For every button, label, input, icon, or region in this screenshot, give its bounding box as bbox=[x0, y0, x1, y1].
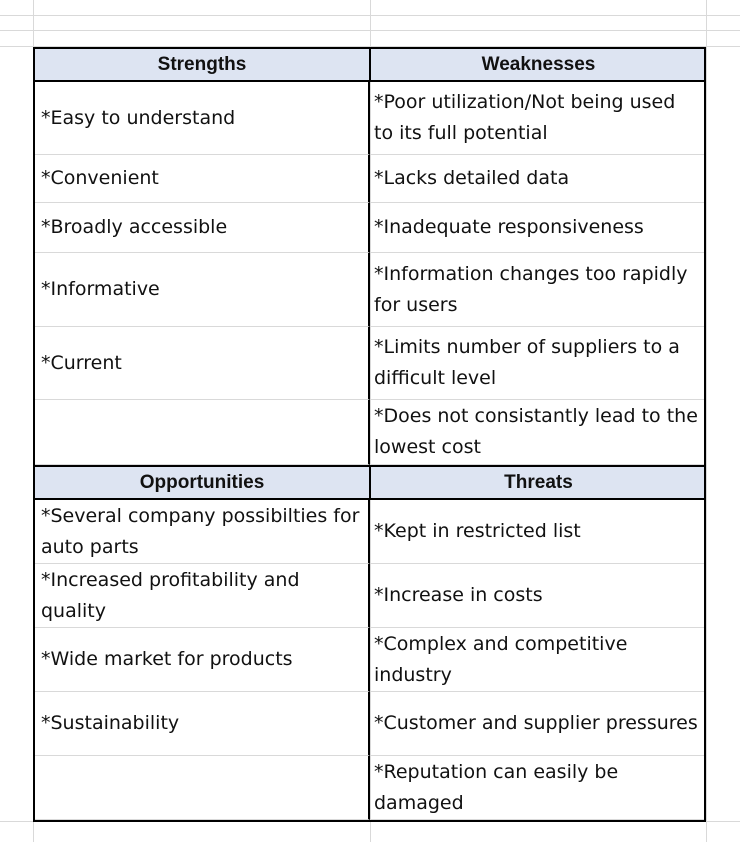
swot-top-section bbox=[35, 49, 704, 465]
strength-cell[interactable]: *Informative bbox=[35, 253, 370, 327]
table-row bbox=[35, 327, 704, 400]
weakness-cell[interactable]: *Inadequate responsiveness bbox=[370, 203, 704, 253]
weakness-cell[interactable]: *Poor utilization/Not being used to its full potential bbox=[370, 82, 704, 155]
table-row bbox=[35, 253, 704, 327]
header-row bbox=[35, 49, 704, 82]
table-row bbox=[35, 203, 704, 253]
table-row bbox=[35, 155, 704, 203]
strengths-header[interactable]: Strengths bbox=[35, 49, 371, 80]
header-row bbox=[35, 467, 704, 500]
table-row bbox=[35, 500, 704, 564]
weakness-cell[interactable]: *Limits number of suppliers to a difficult level bbox=[370, 327, 704, 400]
weaknesses-header[interactable]: Weaknesses bbox=[481, 53, 596, 75]
opportunity-cell[interactable]: *Wide market for products bbox=[35, 628, 370, 692]
threat-cell[interactable]: *Reputation can easily be damaged bbox=[370, 756, 704, 820]
weakness-cell[interactable]: *Lacks detailed data bbox=[370, 155, 704, 203]
threats-header[interactable]: Threats bbox=[504, 471, 573, 493]
opportunity-cell[interactable]: *Several company possibilties for auto parts bbox=[35, 500, 370, 564]
sheet-gridline bbox=[706, 0, 707, 842]
table-row bbox=[35, 628, 704, 692]
threat-cell[interactable]: *Increase in costs bbox=[370, 564, 704, 628]
table-row bbox=[35, 692, 704, 756]
strength-cell[interactable]: *Easy to understand bbox=[35, 82, 370, 155]
table-row bbox=[35, 400, 704, 465]
strength-cell[interactable]: *Broadly accessible bbox=[35, 203, 370, 253]
strength-cell[interactable]: *Current bbox=[35, 327, 370, 400]
threat-cell[interactable]: *Customer and supplier pressures bbox=[370, 692, 704, 756]
weakness-cell[interactable]: *Information changes too rapidly for users bbox=[370, 253, 704, 327]
threat-cell[interactable]: *Complex and competitive industry bbox=[370, 628, 704, 692]
strength-cell[interactable]: *Convenient bbox=[35, 155, 370, 203]
opportunities-header[interactable]: Opportunities bbox=[35, 467, 371, 498]
table-row bbox=[35, 564, 704, 628]
opportunity-cell[interactable]: *Increased profitability and quality bbox=[35, 564, 370, 628]
table-row bbox=[35, 756, 704, 820]
opportunity-cell[interactable]: *Sustainability bbox=[35, 692, 370, 756]
swot-bottom-section bbox=[35, 465, 704, 820]
opportunity-cell[interactable] bbox=[35, 756, 370, 820]
threat-cell[interactable]: *Kept in restricted list bbox=[370, 500, 704, 564]
swot-table bbox=[33, 47, 706, 822]
strength-cell[interactable] bbox=[35, 400, 370, 465]
table-row bbox=[35, 82, 704, 155]
weakness-cell[interactable]: *Does not consistantly lead to the lowest cost bbox=[370, 400, 704, 465]
